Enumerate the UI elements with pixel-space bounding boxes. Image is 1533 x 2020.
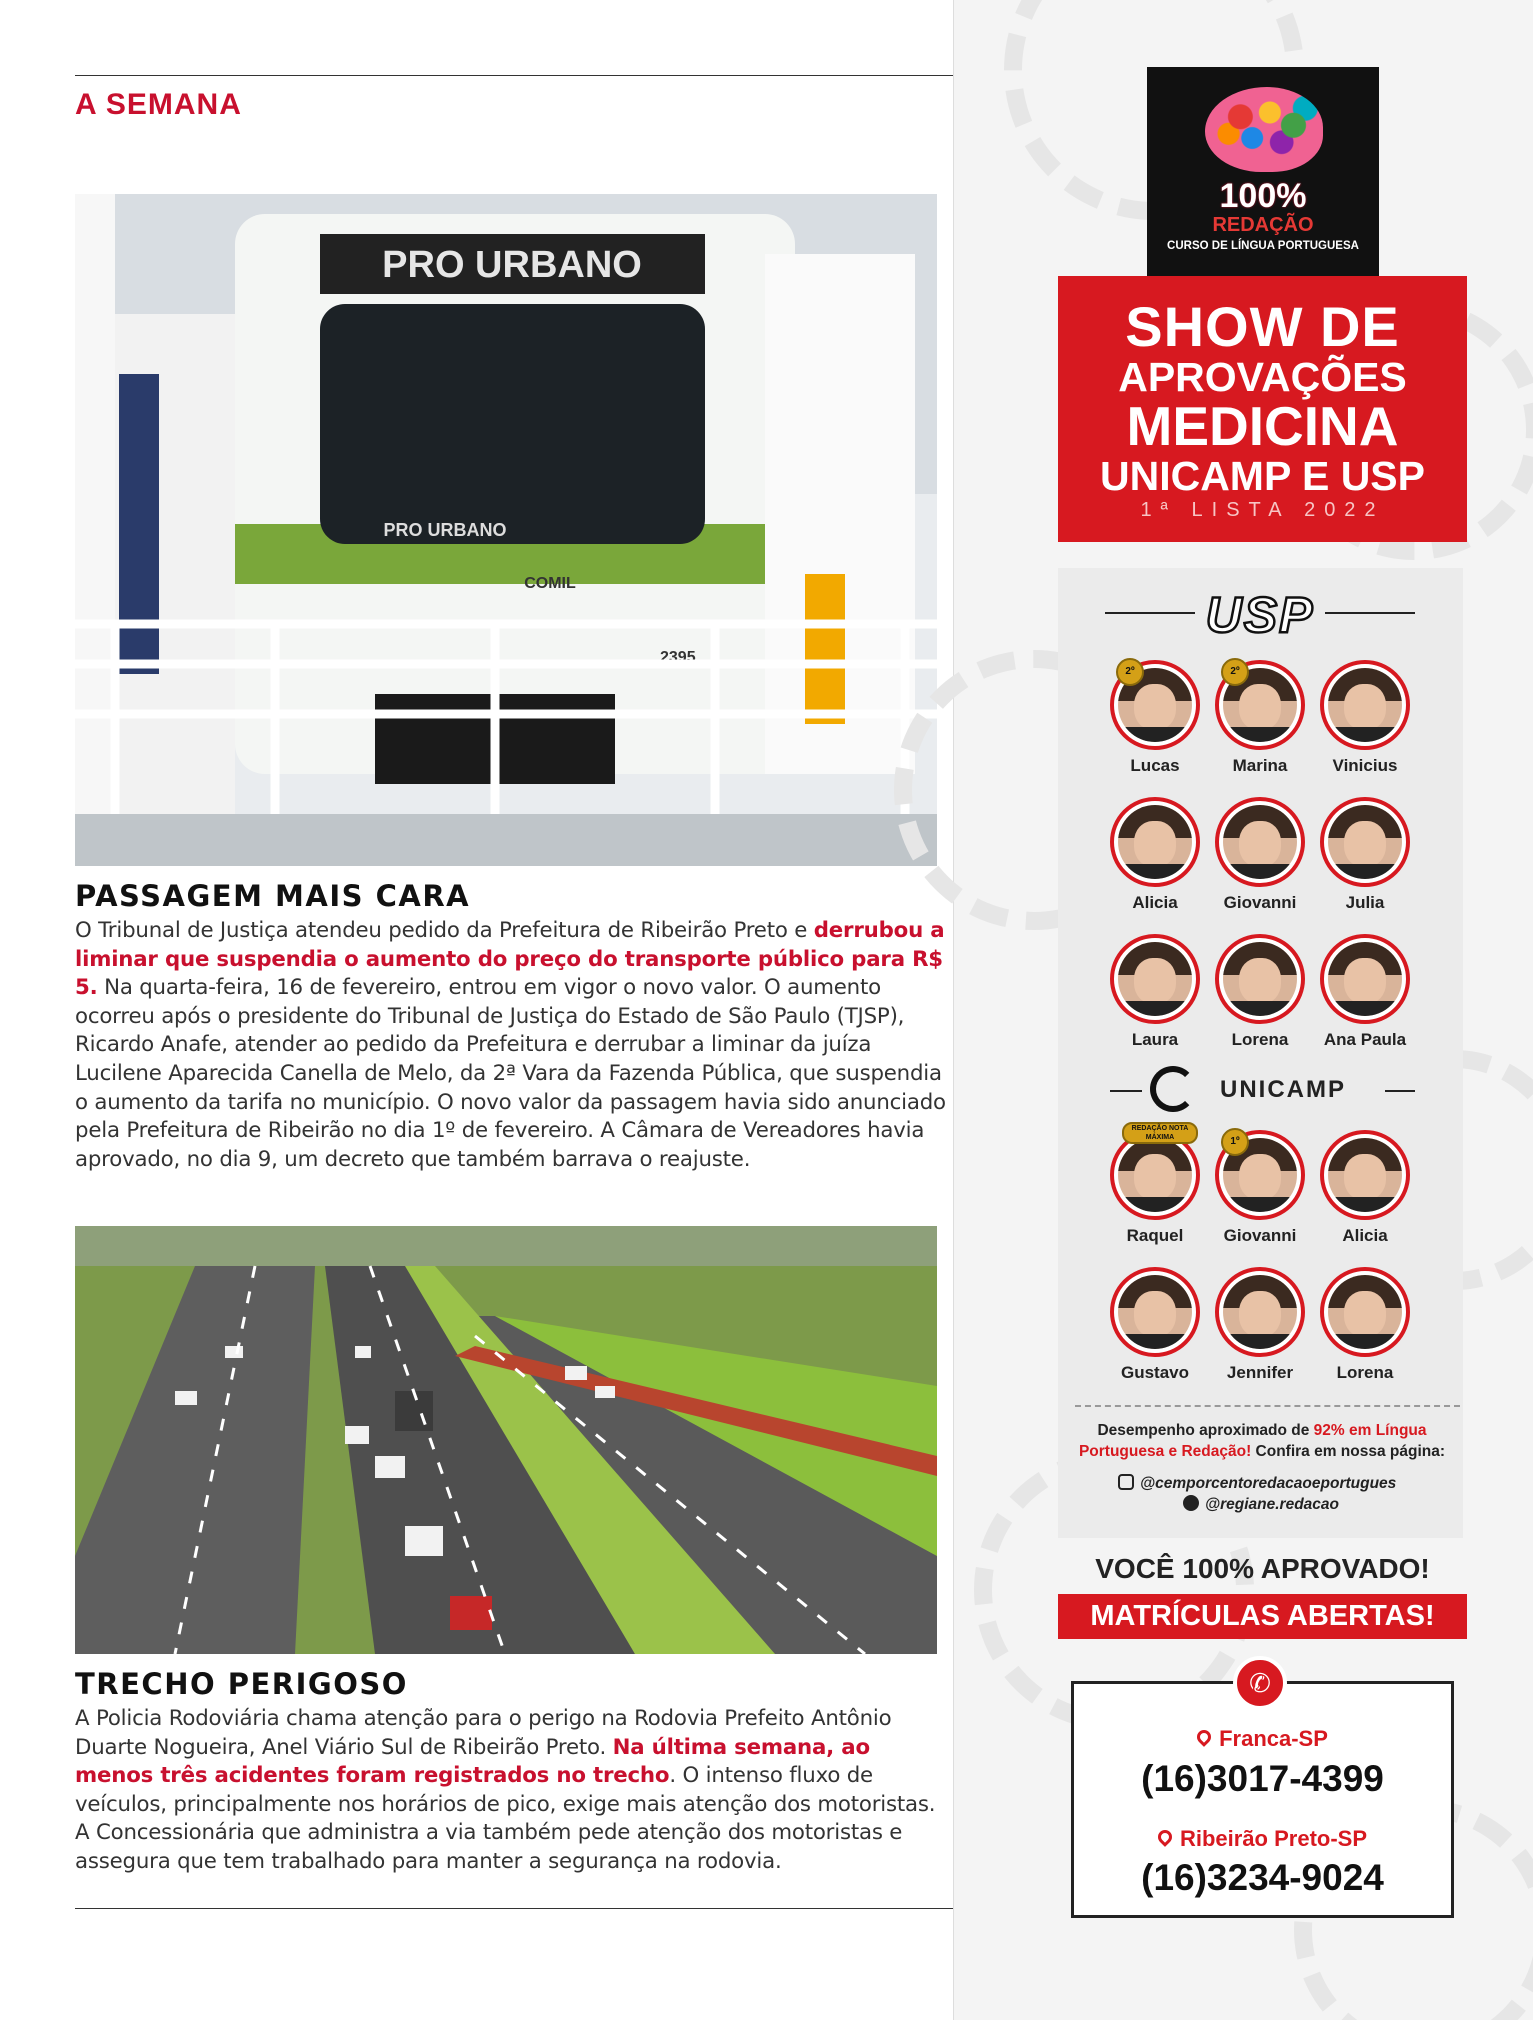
student-name: Alicia	[1132, 893, 1178, 912]
bus-sign: PRO URBANO	[382, 244, 642, 286]
city-franca	[1071, 1726, 1454, 1752]
student-photo	[1215, 1130, 1305, 1220]
student-photo	[1320, 1130, 1410, 1220]
banner-line5: 1ª LISTA 2022	[1140, 499, 1385, 521]
bus-sign-small: PRO URBANO	[383, 520, 507, 540]
student-photo	[1320, 934, 1410, 1024]
usp-divider-left	[1105, 612, 1195, 614]
rank-badge: 2º	[1116, 658, 1144, 686]
bus-photo	[75, 194, 937, 866]
facebook-text: @regiane.redacao	[1205, 1496, 1340, 1513]
student-photo	[1110, 1267, 1200, 1357]
student-name: Vinicius	[1332, 756, 1398, 775]
article1-headline: PASSAGEM MAIS CARA	[75, 879, 471, 913]
article1-body	[75, 917, 947, 1174]
bus-number: 2395	[660, 649, 696, 666]
student-card	[1210, 660, 1310, 776]
student-name: Jennifer	[1226, 1363, 1294, 1382]
student-card	[1315, 797, 1415, 913]
bus-brand: COMIL	[524, 575, 576, 592]
student-name: Lorena	[1336, 1363, 1394, 1382]
student-card	[1210, 934, 1310, 1050]
banner-line3: MEDICINA	[1126, 395, 1399, 457]
brain-icon	[1205, 87, 1323, 172]
student-name: Ana Paula	[1323, 1030, 1407, 1049]
logo-name: REDAÇÃO	[1212, 214, 1314, 236]
banner-line1: SHOW DE	[1125, 295, 1400, 358]
student-name: Lucas	[1130, 756, 1180, 775]
unicamp-logo: UNICAMP	[1220, 1076, 1346, 1103]
facebook-handle[interactable]	[1183, 1495, 1339, 1514]
city-ribeirao	[1071, 1826, 1454, 1852]
banner-line4: UNICAMP E USP	[1099, 453, 1426, 499]
student-name: Raquel	[1126, 1226, 1184, 1245]
student-name: Julia	[1345, 893, 1385, 912]
student-card	[1315, 660, 1415, 776]
student-name: Gustavo	[1120, 1363, 1190, 1382]
location-pin-icon	[1155, 1827, 1175, 1847]
student-card	[1315, 934, 1415, 1050]
student-card	[1315, 1267, 1415, 1383]
phone-icon: ✆	[1233, 1656, 1287, 1710]
student-photo	[1215, 1267, 1305, 1357]
unicamp-divider-right	[1385, 1090, 1415, 1092]
instagram-text: @cemporcentoredacaoeportugues	[1140, 1475, 1397, 1492]
usp-logo: USP	[1205, 587, 1315, 643]
student-photo	[1110, 1125, 1200, 1220]
student-photo	[1320, 660, 1410, 750]
bottom-rule	[75, 1908, 953, 1909]
top-rule	[75, 75, 953, 76]
student-name: Giovanni	[1223, 893, 1297, 912]
student-name: Lorena	[1231, 1030, 1289, 1049]
facebook-icon	[1183, 1495, 1199, 1511]
student-photo	[1215, 660, 1305, 750]
rank-badge: 2º	[1221, 658, 1249, 686]
article2-body-end: . O intenso fluxo de veículos, principalmente nos horários de pico, exige mais atenção dos motoristas. A Concessionária que administra a via também pede atenção dos motoristas e assegura que tem trabalhado para manter a segurança na rodovia.	[75, 1763, 936, 1874]
student-name: Alicia	[1342, 1226, 1388, 1245]
unicamp-icon	[1150, 1066, 1196, 1112]
student-card	[1210, 797, 1310, 913]
article1-body-highlight: derrubou a liminar que suspendia o aumento do preço do transporte público para R$ 5.	[75, 918, 945, 1001]
article2-body-highlight: Na última semana, ao menos três acidentes foram registrados no trecho	[75, 1734, 870, 1789]
student-card	[1210, 1267, 1310, 1383]
dashed-divider	[1075, 1405, 1460, 1407]
enroll-banner: MATRÍCULAS ABERTAS!	[1058, 1594, 1467, 1639]
city-franca-label: Franca-SP	[1219, 1726, 1328, 1751]
student-card	[1105, 797, 1205, 913]
course-logo	[1147, 67, 1379, 277]
highway-photo	[75, 1226, 937, 1654]
banner-line2: APROVAÇÕES	[1118, 354, 1407, 400]
location-pin-icon	[1194, 1727, 1214, 1747]
phone-franca[interactable]: (16)3017-4399	[1141, 1758, 1384, 1799]
rank-badge: 1º	[1221, 1128, 1249, 1156]
article2-body-start: A Policia Rodoviária chama atenção para o perigo na Rodovia Prefeito Antônio Duarte Nogueira, Anel Viário Sul de Ribeirão Preto.	[75, 1706, 892, 1760]
student-photo	[1215, 797, 1305, 887]
student-name: Marina	[1232, 756, 1288, 775]
rank-badge: REDAÇÃO NOTA MÁXIMA	[1122, 1122, 1198, 1144]
approvals-banner	[1058, 276, 1467, 542]
student-card	[1210, 1130, 1310, 1246]
student-card	[1105, 660, 1205, 776]
performance-pre: Desempenho aproximado de	[1097, 1422, 1314, 1439]
performance-text	[1062, 1420, 1462, 1462]
article1-body-end: Na quarta-feira, 16 de fevereiro, entrou em vigor o novo valor. O aumento ocorreu após o presidente do Tribunal de Justiça do Estado de São Paulo (TJSP), Ricardo Anafe, atender ao pedido da Prefeitura e derrubar a liminar da juíza Lucilene Aparecida Canella de Melo, da 2ª Vara da Fazenda Pública, que suspendia o aumento da tarifa no município. O novo valor da passagem havia sido anunciado pela Prefeitura de Ribeirão no dia 1º de fevereiro. A Câmara de Vereadores havia aprovado, no dia 9, um decreto que também barrava o reajuste.	[75, 975, 946, 1172]
instagram-icon	[1118, 1474, 1134, 1490]
student-card	[1105, 1267, 1205, 1383]
article1-body-start: O Tribunal de Justiça atendeu pedido da Prefeitura de Ribeirão Preto e	[75, 918, 814, 943]
city-ribeirao-label: Ribeirão Preto-SP	[1179, 1826, 1368, 1851]
student-card	[1315, 1130, 1415, 1246]
instagram-handle[interactable]	[1118, 1474, 1396, 1493]
student-name: Laura	[1131, 1030, 1179, 1049]
student-photo	[1110, 797, 1200, 887]
student-name: Giovanni	[1223, 1226, 1297, 1245]
phone-ribeirao[interactable]: (16)3234-9024	[1141, 1857, 1384, 1898]
logo-subtitle: CURSO DE LÍNGUA PORTUGUESA	[1167, 240, 1359, 252]
student-photo	[1110, 934, 1200, 1024]
usp-divider-right	[1325, 612, 1415, 614]
article2-headline: TRECHO PERIGOSO	[75, 1667, 408, 1701]
performance-post: Confira em nossa página:	[1251, 1443, 1446, 1460]
performance-highlight: 92% em Língua Portuguesa e Redação!	[1078, 1422, 1427, 1460]
student-photo	[1320, 1267, 1410, 1357]
unicamp-divider-left	[1110, 1090, 1142, 1092]
student-photo	[1320, 797, 1410, 887]
student-card	[1105, 1125, 1205, 1246]
student-photo	[1110, 660, 1200, 750]
student-card	[1105, 934, 1205, 1050]
section-tag: A SEMANA	[75, 88, 242, 121]
logo-percent: 100%	[1219, 177, 1307, 215]
student-photo	[1215, 934, 1305, 1024]
slogan: VOCÊ 100% APROVADO!	[1095, 1553, 1430, 1584]
article2-body	[75, 1705, 947, 1877]
